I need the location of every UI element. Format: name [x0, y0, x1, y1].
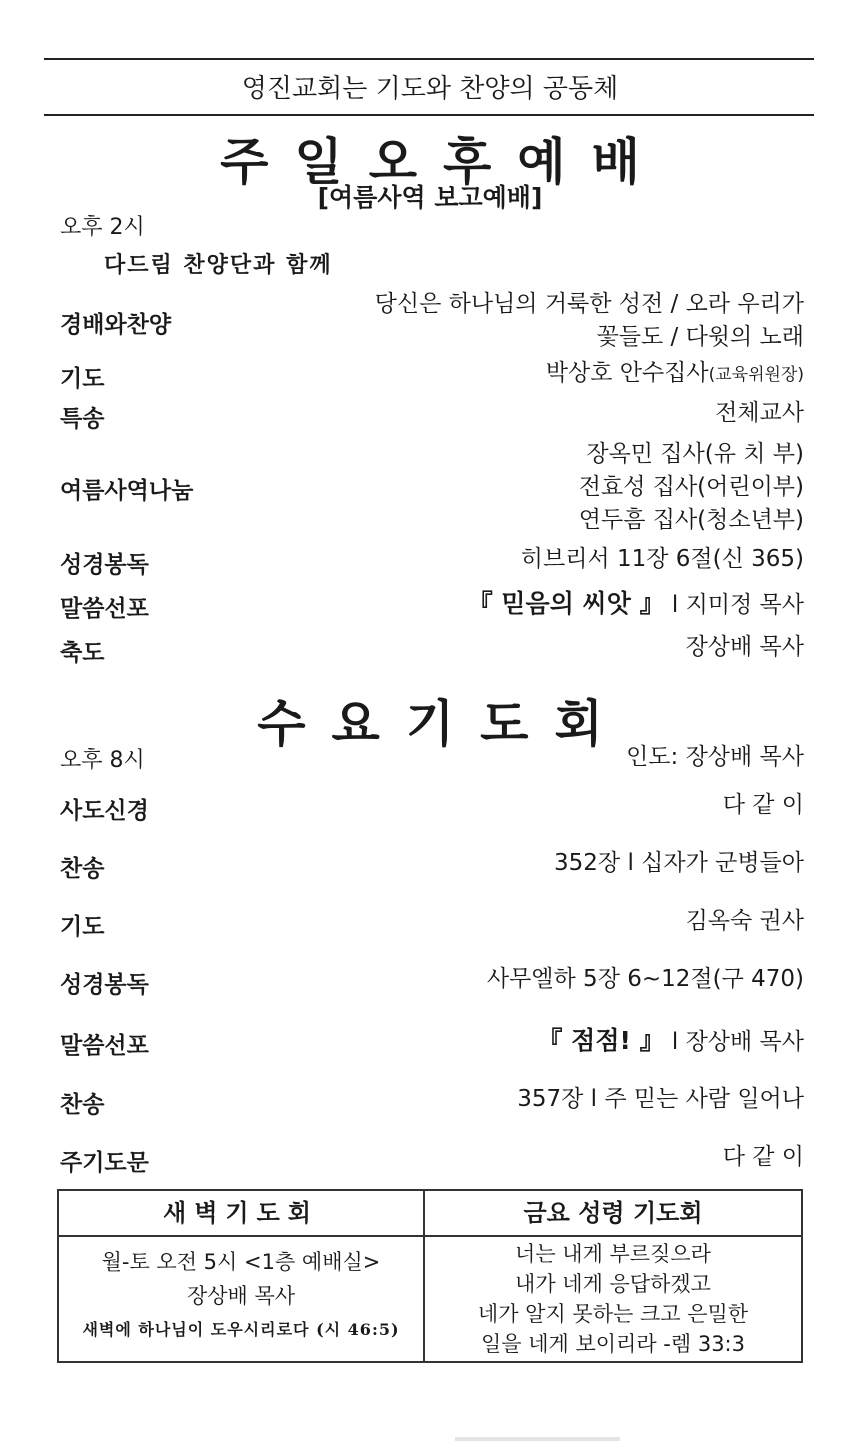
wed-prayer-value: 김옥숙 권사 — [685, 908, 804, 934]
motto-rule — [44, 114, 814, 116]
sunday-service-subtitle: [여름사역 보고예배] — [317, 183, 543, 212]
wed-hymn-1-value: 352장 l 십자가 군병들아 — [554, 850, 804, 876]
friday-verse-line-4: 일을 네게 보이리라 -렘 33:3 — [480, 1332, 745, 1356]
worship-songs-line-2: 꽃들도 / 다윗의 노래 — [596, 324, 804, 350]
wed-label-hymn-1: 찬송 — [60, 856, 105, 882]
sunday-sermon-title: 『 믿음의 씨앗 』 — [467, 589, 665, 618]
sunday-label-summer-sharing: 여름사역나눔 — [60, 478, 194, 504]
sunday-label-scripture: 성경봉독 — [60, 552, 149, 578]
sunday-label-benediction: 축도 — [60, 640, 105, 666]
wednesday-service-time: 오후 8시 — [60, 748, 145, 773]
church-motto: 영진교회는 기도와 찬양의 공동체 — [241, 74, 619, 104]
wed-hymn-2-value: 357장 l 주 믿는 사람 일어나 — [517, 1086, 804, 1112]
sharing-line-2: 전효성 집사(어린이부) — [578, 474, 804, 500]
wed-label-prayer: 기도 — [60, 914, 105, 940]
top-rule — [44, 58, 814, 60]
box-header-divider — [59, 1235, 801, 1237]
wed-label-sermon: 말씀선포 — [60, 1033, 149, 1059]
wed-label-hymn-2: 찬송 — [60, 1092, 105, 1118]
friday-verse-line-3: 네가 알지 못하는 크고 은밀한 — [477, 1302, 749, 1326]
sunday-label-prayer: 기도 — [60, 366, 105, 392]
wed-label-lords-prayer: 주기도문 — [60, 1150, 149, 1176]
wed-sermon-preacher: l 장상배 목사 — [671, 1029, 804, 1055]
prayer-leader-name: 박상호 안수집사 — [545, 360, 709, 386]
sharing-line-3: 연두흠 집사(청소년부) — [578, 507, 804, 533]
wed-label-creed: 사도신경 — [60, 798, 149, 824]
sunday-choir-note: 다드림 찬양단과 함께 — [104, 253, 333, 278]
dawn-prayer-schedule: 월-토 오전 5시 <1층 예배실> — [101, 1250, 381, 1274]
sunday-label-sermon: 말씀선포 — [60, 596, 149, 622]
scan-artifact — [455, 1437, 620, 1441]
dawn-prayer-verse: 새벽에 하나님이 도우시리로다 (시 46:5) — [82, 1320, 400, 1339]
sunday-prayer-leader — [546, 357, 804, 392]
wed-sermon-value — [537, 1024, 804, 1059]
wed-label-scripture: 성경봉독 — [60, 972, 149, 998]
sunday-sermon-preacher: l 지미정 목사 — [671, 592, 804, 618]
wednesday-service-title: 수요기도회 — [257, 695, 629, 753]
friday-prayer-heading: 금요 성령 기도회 — [523, 1199, 703, 1227]
sunday-label-special-song: 특송 — [60, 406, 105, 432]
friday-prayer-verse — [425, 1239, 801, 1359]
sunday-label-worship: 경배와찬양 — [60, 312, 172, 338]
sunday-benediction-value: 장상배 목사 — [685, 634, 804, 660]
wed-sermon-title: 『 점점! 』 — [537, 1026, 665, 1055]
dawn-prayer-heading: 새벽기도회 — [163, 1199, 319, 1227]
friday-verse-line-1: 너는 내게 부르짖으라 — [515, 1242, 711, 1266]
sunday-sermon-value — [468, 587, 804, 622]
friday-verse-line-2: 내가 네게 응답하겠고 — [515, 1272, 711, 1296]
sunday-service-time: 오후 2시 — [60, 215, 145, 240]
sharing-line-1: 장옥민 집사(유 치 부) — [586, 441, 804, 467]
sunday-scripture-value: 히브리서 11장 6절(신 365) — [520, 546, 804, 572]
sunday-service-title: 주일오후예배 — [220, 133, 666, 191]
wed-creed-value: 다 같 이 — [722, 792, 804, 818]
wed-lords-prayer-value: 다 같 이 — [722, 1144, 804, 1170]
sunday-special-song-value: 전체교사 — [715, 400, 804, 426]
dawn-prayer-details — [59, 1245, 423, 1347]
prayer-leader-role: (교육위원장) — [708, 365, 804, 385]
worship-songs-line-1: 당신은 하나님의 거룩한 성전 / 오라 우리가 — [374, 291, 804, 317]
sunday-summer-sharing-list — [579, 438, 804, 537]
sunday-worship-songs — [375, 288, 804, 354]
wed-scripture-value: 사무엘하 5장 6~12절(구 470) — [486, 966, 804, 992]
prayer-meetings-box — [57, 1189, 803, 1363]
wednesday-leader: 인도: 장상배 목사 — [626, 744, 804, 770]
dawn-prayer-leader: 장상배 목사 — [186, 1284, 296, 1308]
